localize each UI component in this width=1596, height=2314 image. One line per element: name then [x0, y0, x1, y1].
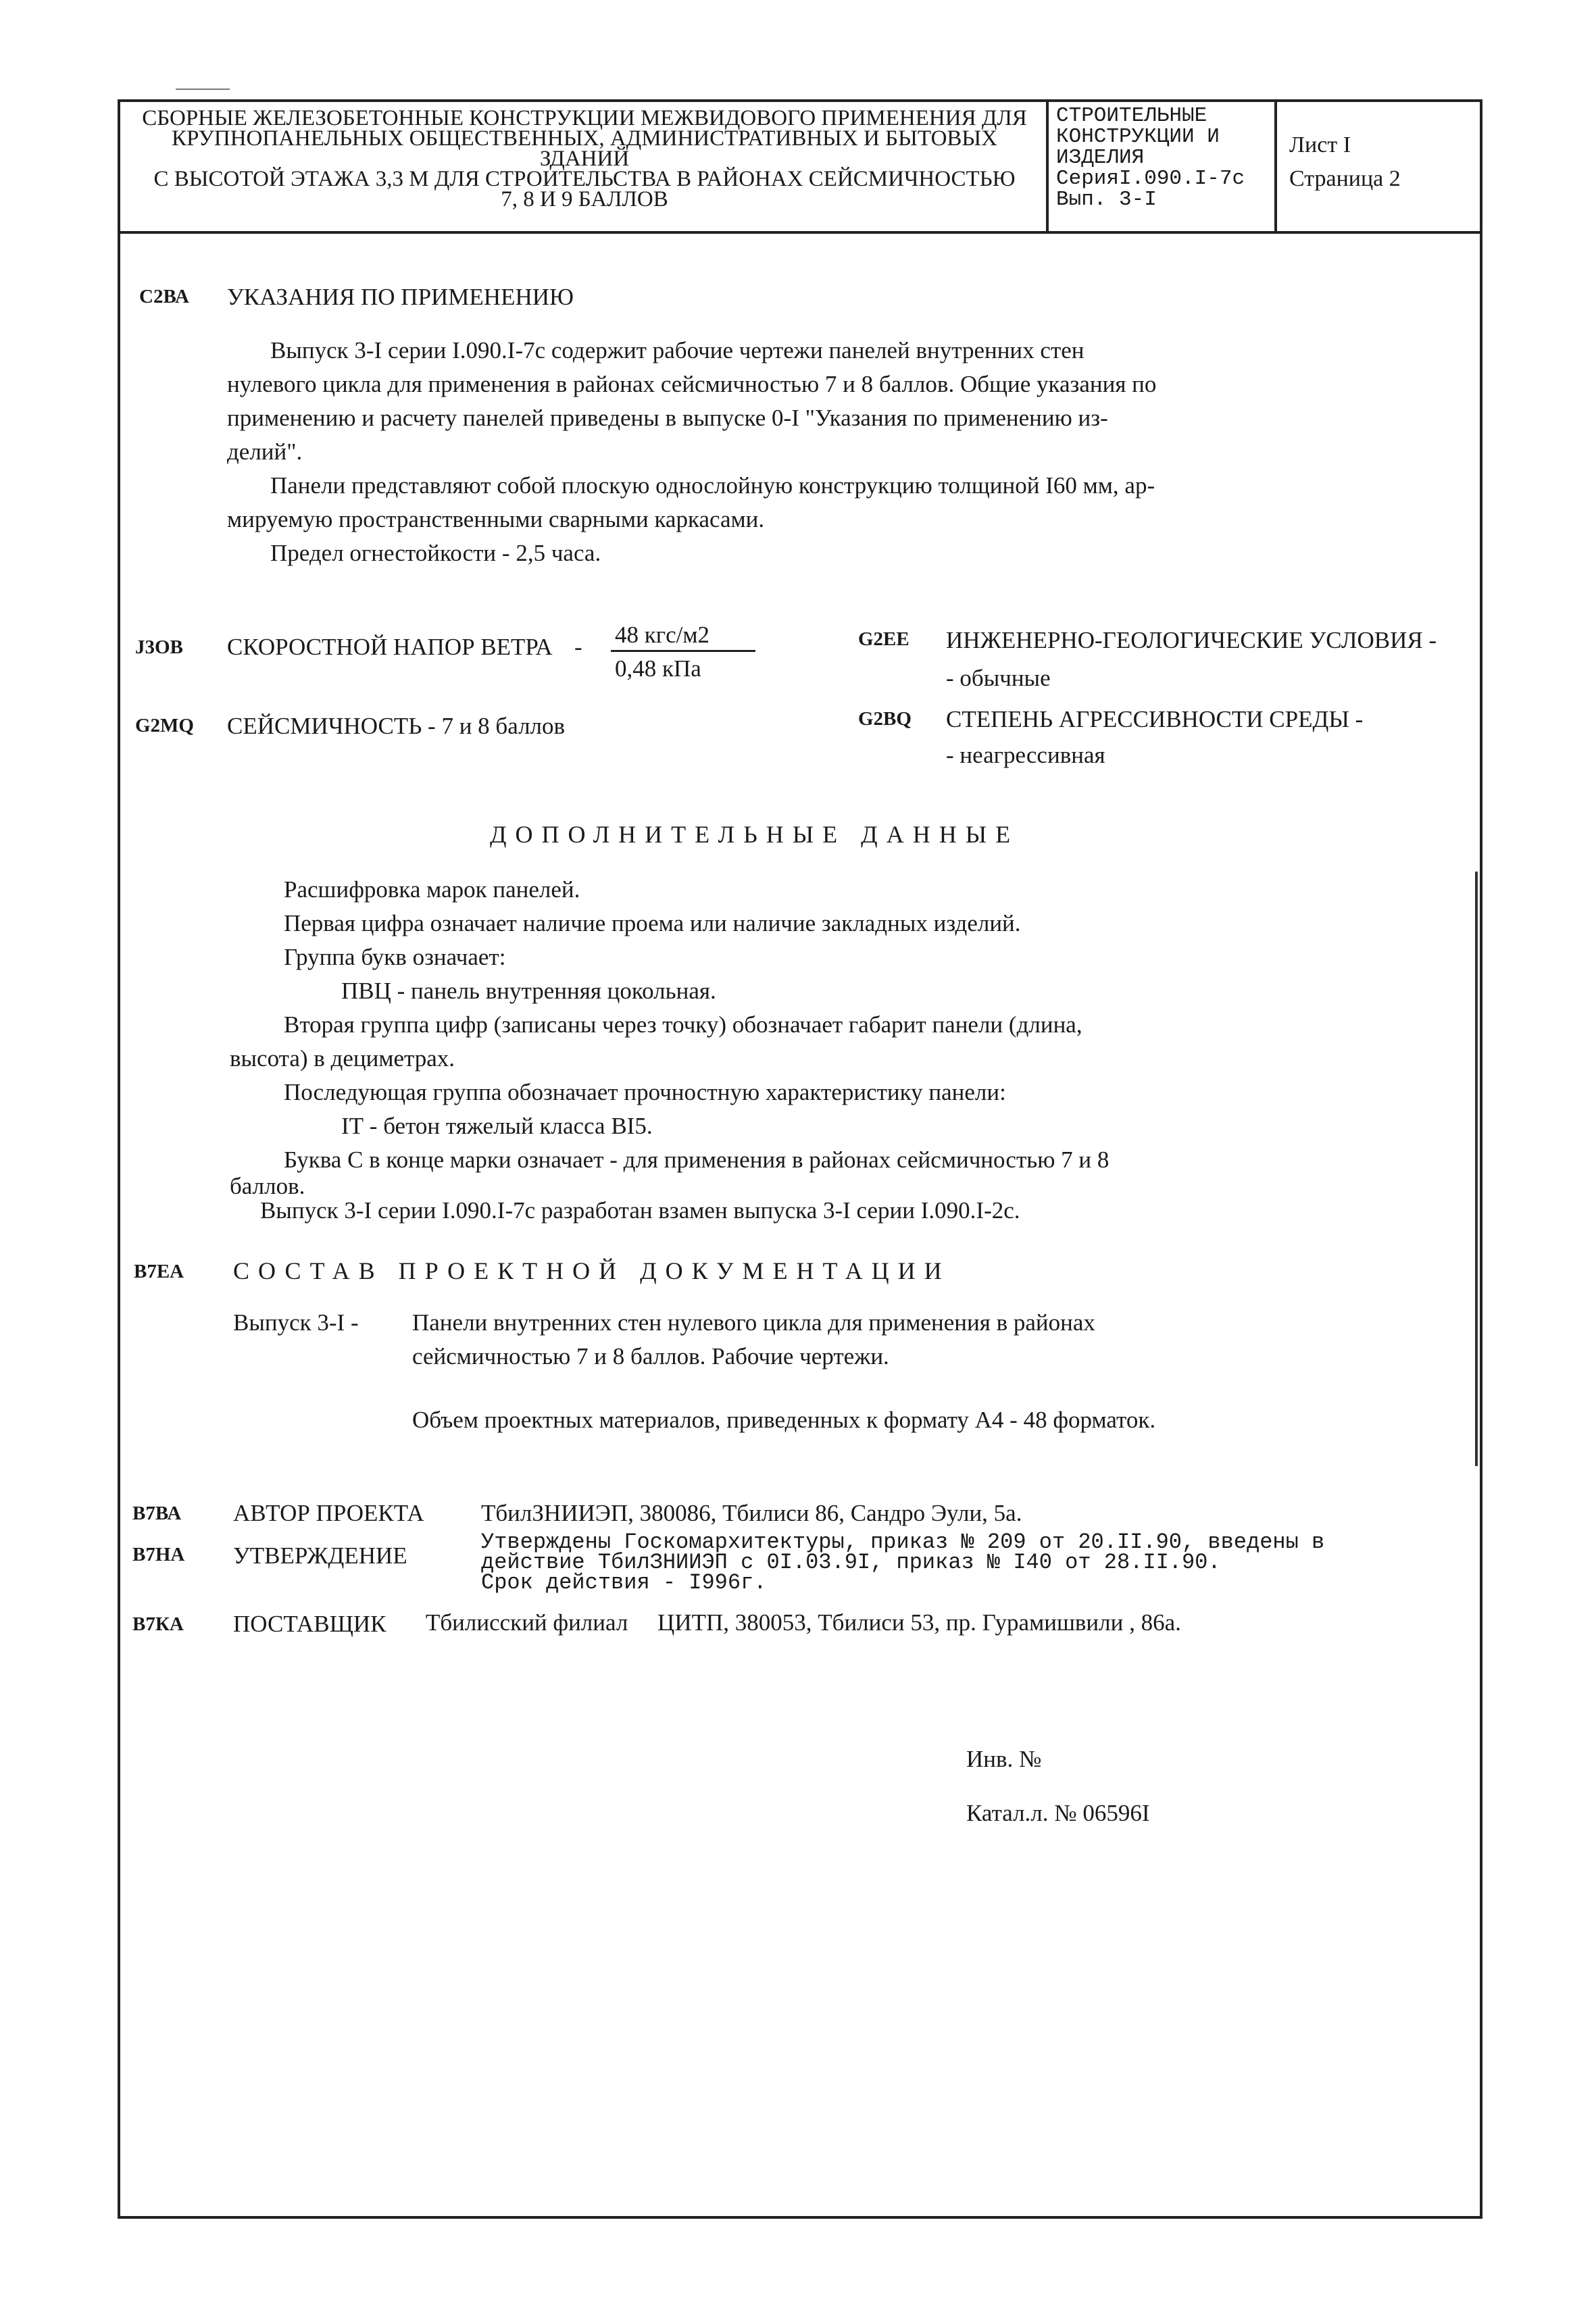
corner-mark — [176, 89, 230, 90]
approval-line-3: Срок действия - I996г. — [481, 1570, 767, 1595]
additional-line-11: Выпуск 3-I серии I.090.I-7с разработан взамен выпуска 3-I серии I.090.I-2с. — [260, 1197, 1020, 1224]
header-column-divider-2 — [1274, 99, 1277, 232]
additional-line-10: баллов. — [230, 1173, 305, 1199]
aggression-label: СТЕПЕНЬ АГРЕССИВНОСТИ СРЕДЫ - — [946, 706, 1364, 732]
composition-heading: СОСТАВ ПРОЕКТНОЙ ДОКУМЕНТАЦИИ — [233, 1257, 951, 1284]
additional-line-5: Вторая группа цифр (записаны через точку) обозначает габарит панели (длина, — [284, 1011, 1082, 1038]
series-line-3: ИЗДЕЛИЯ — [1056, 146, 1145, 170]
title-line-3: С ВЫСОТОЙ ЭТАЖА 3,3 М ДЛЯ СТРОИТЕЛЬСТВА В РАЙОНАХ СЕЙСМИЧНОСТЬЮ — [153, 167, 1016, 191]
usage-line-5: Панели представляют собой плоскую однослойную конструкцию толщиной I60 мм, ар- — [270, 472, 1155, 499]
additional-line-3: Группа букв означает: — [284, 944, 506, 970]
revision-margin-line — [1475, 872, 1478, 1466]
author-label: АВТОР ПРОЕКТА — [233, 1500, 424, 1526]
wind-dash: - — [574, 634, 582, 660]
aggression-value: - неагрессивная — [946, 742, 1105, 768]
catalog-number: Катал.л. № 06596I — [966, 1800, 1150, 1826]
usage-line-3: применению и расчету панелей приведены в выпуске 0-I "Указания по применению из- — [227, 405, 1108, 431]
wind-fraction-bar — [611, 650, 755, 652]
composition-issue-line-1: Панели внутренних стен нулевого цикла для применения в районах — [412, 1309, 1095, 1336]
additional-line-8: IТ - бетон тяжелый класса ВI5. — [341, 1113, 653, 1139]
composition-issue-label: Выпуск 3-I - — [233, 1309, 359, 1336]
approval-line-1: Утверждены Госкомархитектуры, приказ № 209 от 20.II.90, введены в — [481, 1530, 1325, 1555]
wind-numerator: 48 кгс/м2 — [615, 622, 710, 648]
author-value: ТбилЗНИИЭП, 380086, Тбилиси 86, Сандро Эули, 5а. — [481, 1500, 1022, 1526]
inventory-number: Инв. № — [966, 1746, 1042, 1772]
geology-code: G2EE — [858, 628, 909, 650]
supplier-label: ПОСТАВЩИК — [233, 1611, 386, 1637]
composition-volume: Объем проектных материалов, приведенных к формату А4 - 48 форматок. — [412, 1407, 1156, 1433]
series-info — [1056, 105, 1272, 210]
author-code: В7ВА — [132, 1503, 182, 1524]
additional-line-1: Расшифровка марок панелей. — [284, 876, 580, 903]
header-column-divider-1 — [1046, 99, 1049, 232]
usage-line-1: Выпуск 3-I серии I.090.I-7с содержит рабочие чертежи панелей внутренних стен — [270, 337, 1084, 363]
page-number: Страница 2 — [1289, 166, 1401, 191]
additional-line-6: высота) в дециметрах. — [230, 1045, 455, 1072]
seismic-label: СЕЙСМИЧНОСТЬ - 7 и 8 баллов — [227, 713, 566, 739]
approval-line-2: действие ТбилЗНИИЭП с 0I.03.9I, приказ № I40 от 28.II.90. — [481, 1550, 1221, 1575]
additional-line-7: Последующая группа обозначает прочностную характеристику панели: — [284, 1079, 1006, 1105]
series-line-4: СерияI.090.I-7с — [1056, 167, 1245, 191]
usage-line-6: мируемую пространственными сварными каркасами. — [227, 506, 765, 532]
aggression-code: G2BQ — [858, 708, 912, 730]
geology-label: ИНЖЕНЕРНО-ГЕОЛОГИЧЕСКИЕ УСЛОВИЯ - — [946, 627, 1437, 653]
supplier-value: Тбилисский филиал ЦИТП, 380053, Тбилиси 53, пр. Гурамишвили , 86а. — [426, 1609, 1181, 1636]
geology-value: - обычные — [946, 665, 1051, 691]
approval-label: УТВЕРЖДЕНИЕ — [233, 1542, 407, 1569]
additional-line-4: ПВЦ - панель внутренняя цокольная. — [341, 978, 716, 1004]
usage-heading: УКАЗАНИЯ ПО ПРИМЕНЕНИЮ — [227, 284, 574, 310]
supplier-code: В7КА — [132, 1613, 184, 1635]
approval-code: В7НА — [132, 1544, 185, 1565]
sheet-info — [1289, 128, 1478, 196]
additional-heading: ДОПОЛНИТЕЛЬНЫЕ ДАННЫЕ — [490, 821, 1020, 848]
wind-label: СКОРОСТНОЙ НАПОР ВЕТРА — [227, 634, 553, 660]
series-line-1: СТРОИТЕЛЬНЫЕ — [1056, 104, 1207, 128]
additional-text — [230, 873, 1109, 1226]
header-divider — [118, 231, 1482, 234]
usage-code: С2ВА — [139, 286, 189, 307]
composition-code: В7ЕА — [134, 1261, 184, 1282]
usage-line-4: делий". — [227, 438, 303, 465]
document-title — [135, 108, 1034, 209]
additional-line-2: Первая цифра означает наличие проема или наличие закладных изделий. — [284, 910, 1021, 936]
wind-denominator: 0,48 кПа — [615, 655, 701, 682]
usage-text — [227, 334, 1156, 570]
series-line-2: КОНСТРУКЦИИ И — [1056, 125, 1220, 149]
composition-issue-line-2: сейсмичностью 7 и 8 баллов. Рабочие чертежи. — [412, 1343, 889, 1369]
seismic-code: G2MQ — [135, 715, 194, 736]
sheet-number: Лист I — [1289, 132, 1351, 157]
approval-text — [481, 1532, 1324, 1593]
title-line-4: 7, 8 И 9 БАЛЛОВ — [501, 187, 668, 211]
title-line-2: КРУПНОПАНЕЛЬНЫХ ОБЩЕСТВЕННЫХ, АДМИНИСТРАТИВНЫХ И БЫТОВЫХ ЗДАНИЙ — [171, 126, 998, 171]
title-line-1: СБОРНЫЕ ЖЕЛЕЗОБЕТОННЫЕ КОНСТРУКЦИИ МЕЖВИДОВОГО ПРИМЕНЕНИЯ ДЛЯ — [142, 106, 1027, 130]
usage-line-7: Предел огнестойкости - 2,5 часа. — [270, 540, 601, 566]
wind-code: J3OB — [135, 636, 183, 658]
usage-line-2: нулевого цикла для применения в районах сейсмичностью 7 и 8 баллов. Общие указания по — [227, 371, 1157, 397]
additional-line-9: Буква С в конце марки означает - для применения в районах сейсмичностью 7 и 8 — [284, 1147, 1109, 1173]
series-line-5: Вып. 3-I — [1056, 188, 1157, 211]
